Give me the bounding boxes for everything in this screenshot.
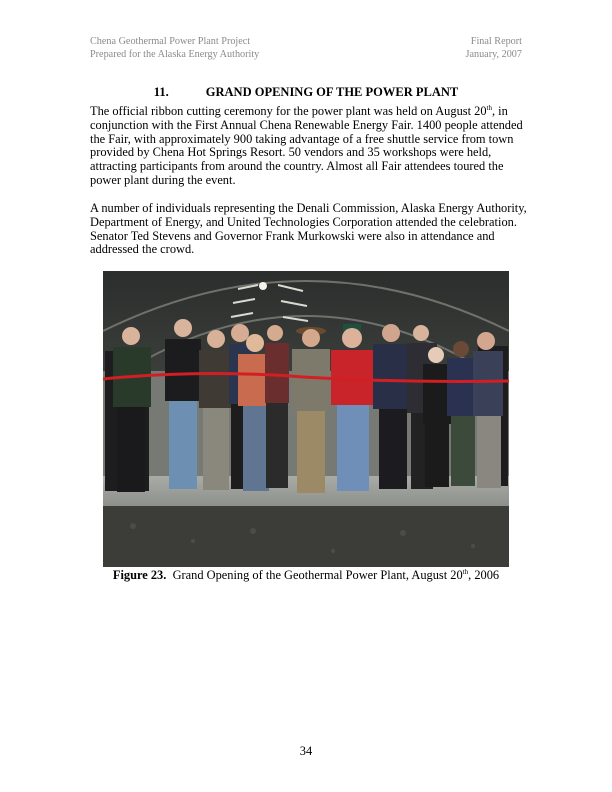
section-number: 11. [153,85,169,99]
paragraph-attendees: A number of individuals representing the Denali Commission, Alaska Energy Authority, Department of Energy, and United Technologies Corporation attended the celebration. Senator Ted Stevens and Governor Frank Murkowski were also in attendance and addressed the crowd. [90,201,527,257]
caption-text: Grand Opening of the Geothermal Power Plant, August 20 [172,568,463,582]
header-prepared-for: Prepared for the Alaska Energy Authority [90,48,260,60]
ribbon-cutting-photo [103,271,509,567]
text: , in conjunction with the First Annual Chena Renewable Energy Fair. 1400 people attended the Fair, with approximately 900 taking advantage of a free shuttle service from town provided by Chena Hot Springs Resort. 50 vendors and 35 workshops were held, attracting participants from around the country. Almost all Fair attendees toured the power plant during the event. [90,104,523,187]
superscript: th [486,104,492,112]
figure-caption [0,568,612,583]
text: The official ribbon cutting ceremony for the power plant was held on August 20 [90,104,487,118]
superscript: th [462,568,469,576]
header-report-type: Final Report [470,36,522,47]
header-date: January, 2007 [465,48,522,60]
section-title: GRAND OPENING OF THE POWER PLANT [205,85,459,99]
paragraph-ceremony [90,105,528,188]
running-header-left [90,36,259,61]
figure-label: Figure 23. [112,568,167,582]
section-heading [0,85,612,100]
page-number: 34 [299,744,313,758]
header-project: Chena Geothermal Power Plant Project [90,36,251,47]
caption-text: , 2006 [468,568,500,582]
running-header-right [466,36,523,61]
